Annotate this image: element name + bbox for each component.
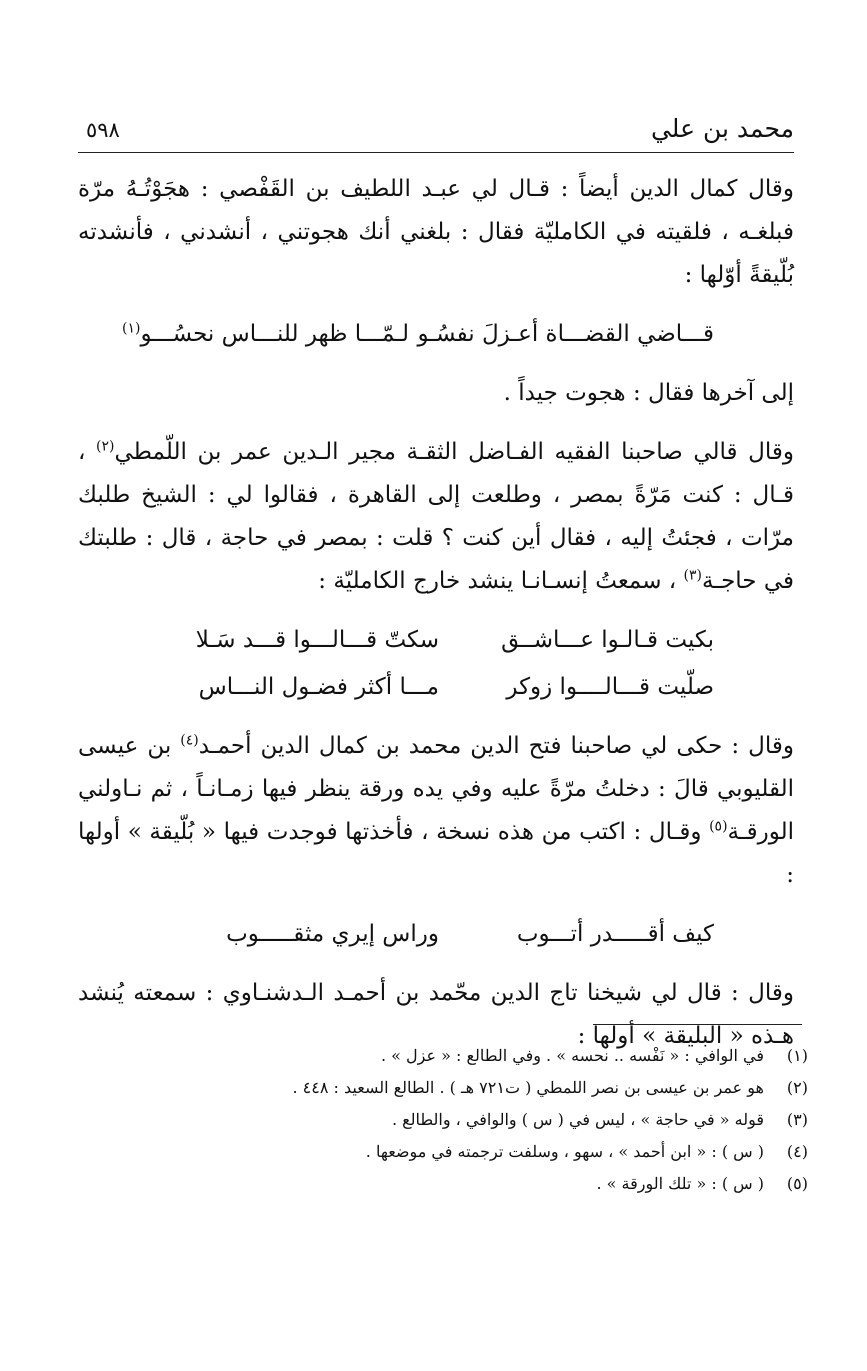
footnote-text: في الوافي : « نَفْسه .. نحسه » . وفي الطالع : « عزل » . bbox=[380, 1046, 764, 1065]
verse-couplet-3 bbox=[78, 666, 794, 709]
footnote-ref-2[interactable]: (٢) bbox=[96, 438, 115, 455]
footnote-5 bbox=[78, 1168, 808, 1200]
page-header bbox=[78, 108, 794, 150]
paragraph-3: وقال قالي صاحبنا الفقيه الفـاضل الثقـة مجير الـدين عمر بن اللّمطي$^{(٢)}$ ، قـال : كنت مَرّةً بمصر ، وطلعت إلى القاهرة ، فقالوا لي : الشيخ طلبك مرّات ، فجئتُ إليه ، فقال أين كنت ؟ قلت : بمصر في حاجة ، قال : طلبتك في حاجـة$^{(٣)}$ ، سمعتُ إنسـانـا ينشد خارج الكامليّة : bbox=[78, 438, 794, 594]
main-text bbox=[78, 168, 794, 1074]
footnote-4 bbox=[78, 1136, 808, 1168]
footnote-ref-3[interactable]: (٣) bbox=[683, 567, 702, 584]
verse-3-second-hemistich: مـــا أكثر فضـول النـــاس bbox=[198, 674, 439, 700]
footnote-3 bbox=[78, 1104, 808, 1136]
footnote-ref-1[interactable]: (١) bbox=[122, 320, 141, 337]
verse-couplet-4 bbox=[78, 913, 794, 956]
footnote-text: ( س ) : « ابن أحمد » ، سهو ، وسلفت ترجمته في موضعها . bbox=[365, 1142, 764, 1161]
footnote-ref-5[interactable]: (٥) bbox=[709, 818, 728, 835]
footnotes bbox=[78, 1040, 808, 1200]
verse-4-second-hemistich: وراس إيري مثقـــــوب bbox=[226, 921, 439, 947]
footnote-number: (٤) bbox=[786, 1142, 808, 1161]
paragraph-4: وقال : حكى لي صاحبنا فتح الدين محمد بن كمال الدين أحمـد$^{(٤)}$ بن عيسى القليوبي قالَ : دخلتُ مرّةً عليه وفي يده ورقة ينظر فيها زمـانـاً ، ثم نـاولني الورقـة$^{(٥)}$ وقـال : اكتب من هذه نسخة ، فأخذتها فوجدت فيها « بُلّيقة » أولها : bbox=[78, 732, 794, 888]
footnote-text: هو عمر بن عيسى بن نصر اللمطي ( ت٧٢١ هـ ) . الطالع السعيد : ٤٤٨ . bbox=[292, 1078, 764, 1097]
verse-3-first-hemistich: صلّيت قـــالــــوا زوكر bbox=[506, 674, 714, 700]
verse-1-first-hemistich: قـــاضي القضـــاة أعـزلَ نفسُـو bbox=[417, 321, 714, 347]
footnote-rule bbox=[593, 1024, 802, 1025]
verse-couplet-1 bbox=[78, 313, 794, 356]
verse-1-second-hemistich: لـمّـــا ظهر للنـــاس نحسُـــو$^{(١)}$ bbox=[122, 320, 409, 347]
verse-2-second-hemistich: سكتّ قـــالـــوا قـــد سَـلا bbox=[195, 627, 439, 653]
header-rule bbox=[78, 152, 794, 153]
paragraph-1: وقال كمال الدين أيضاً : قـال لي عبـد اللطيف بن القَفْصي : هجَوْتُـهُ مرّة فبلغـه ، فلقيته في الكامليّة فقال : بلغني أنك هجوتني ، أنشدني ، فأنشدته بُلّيقةً أوّلها : bbox=[78, 176, 794, 288]
running-title: محمد بن علي bbox=[650, 114, 794, 143]
footnote-text: ( س ) : « تلك الورقة » . bbox=[596, 1174, 764, 1193]
footnote-number: (٥) bbox=[786, 1174, 808, 1193]
footnote-number: (١) bbox=[786, 1046, 808, 1065]
footnote-number: (٣) bbox=[786, 1110, 808, 1129]
paragraph-5: وقال : قال لي شيخنا تاج الدين محّمد بن أحمـد الـدشنـاوي : سمعته يُنشد هـذه « البليقة » أولها : bbox=[78, 980, 794, 1049]
footnote-2 bbox=[78, 1072, 808, 1104]
footnote-number: (٢) bbox=[786, 1078, 808, 1097]
verse-4-first-hemistich: كيف أقـــــدر أتـــوب bbox=[516, 921, 714, 947]
page-number: ٥٩٨ bbox=[86, 118, 120, 142]
paragraph-2: إلى آخرها فقال : هجوت جيداً . bbox=[503, 380, 794, 406]
footnote-1 bbox=[78, 1040, 808, 1072]
footnote-text: قوله « في حاجة » ، ليس في ( س ) والوافي ، والطالع . bbox=[391, 1110, 764, 1129]
verse-2-first-hemistich: بكيت قـالـوا عـــاشــق bbox=[501, 627, 714, 653]
footnote-ref-4[interactable]: (٤) bbox=[180, 732, 199, 749]
verse-couplet-2 bbox=[78, 619, 794, 662]
